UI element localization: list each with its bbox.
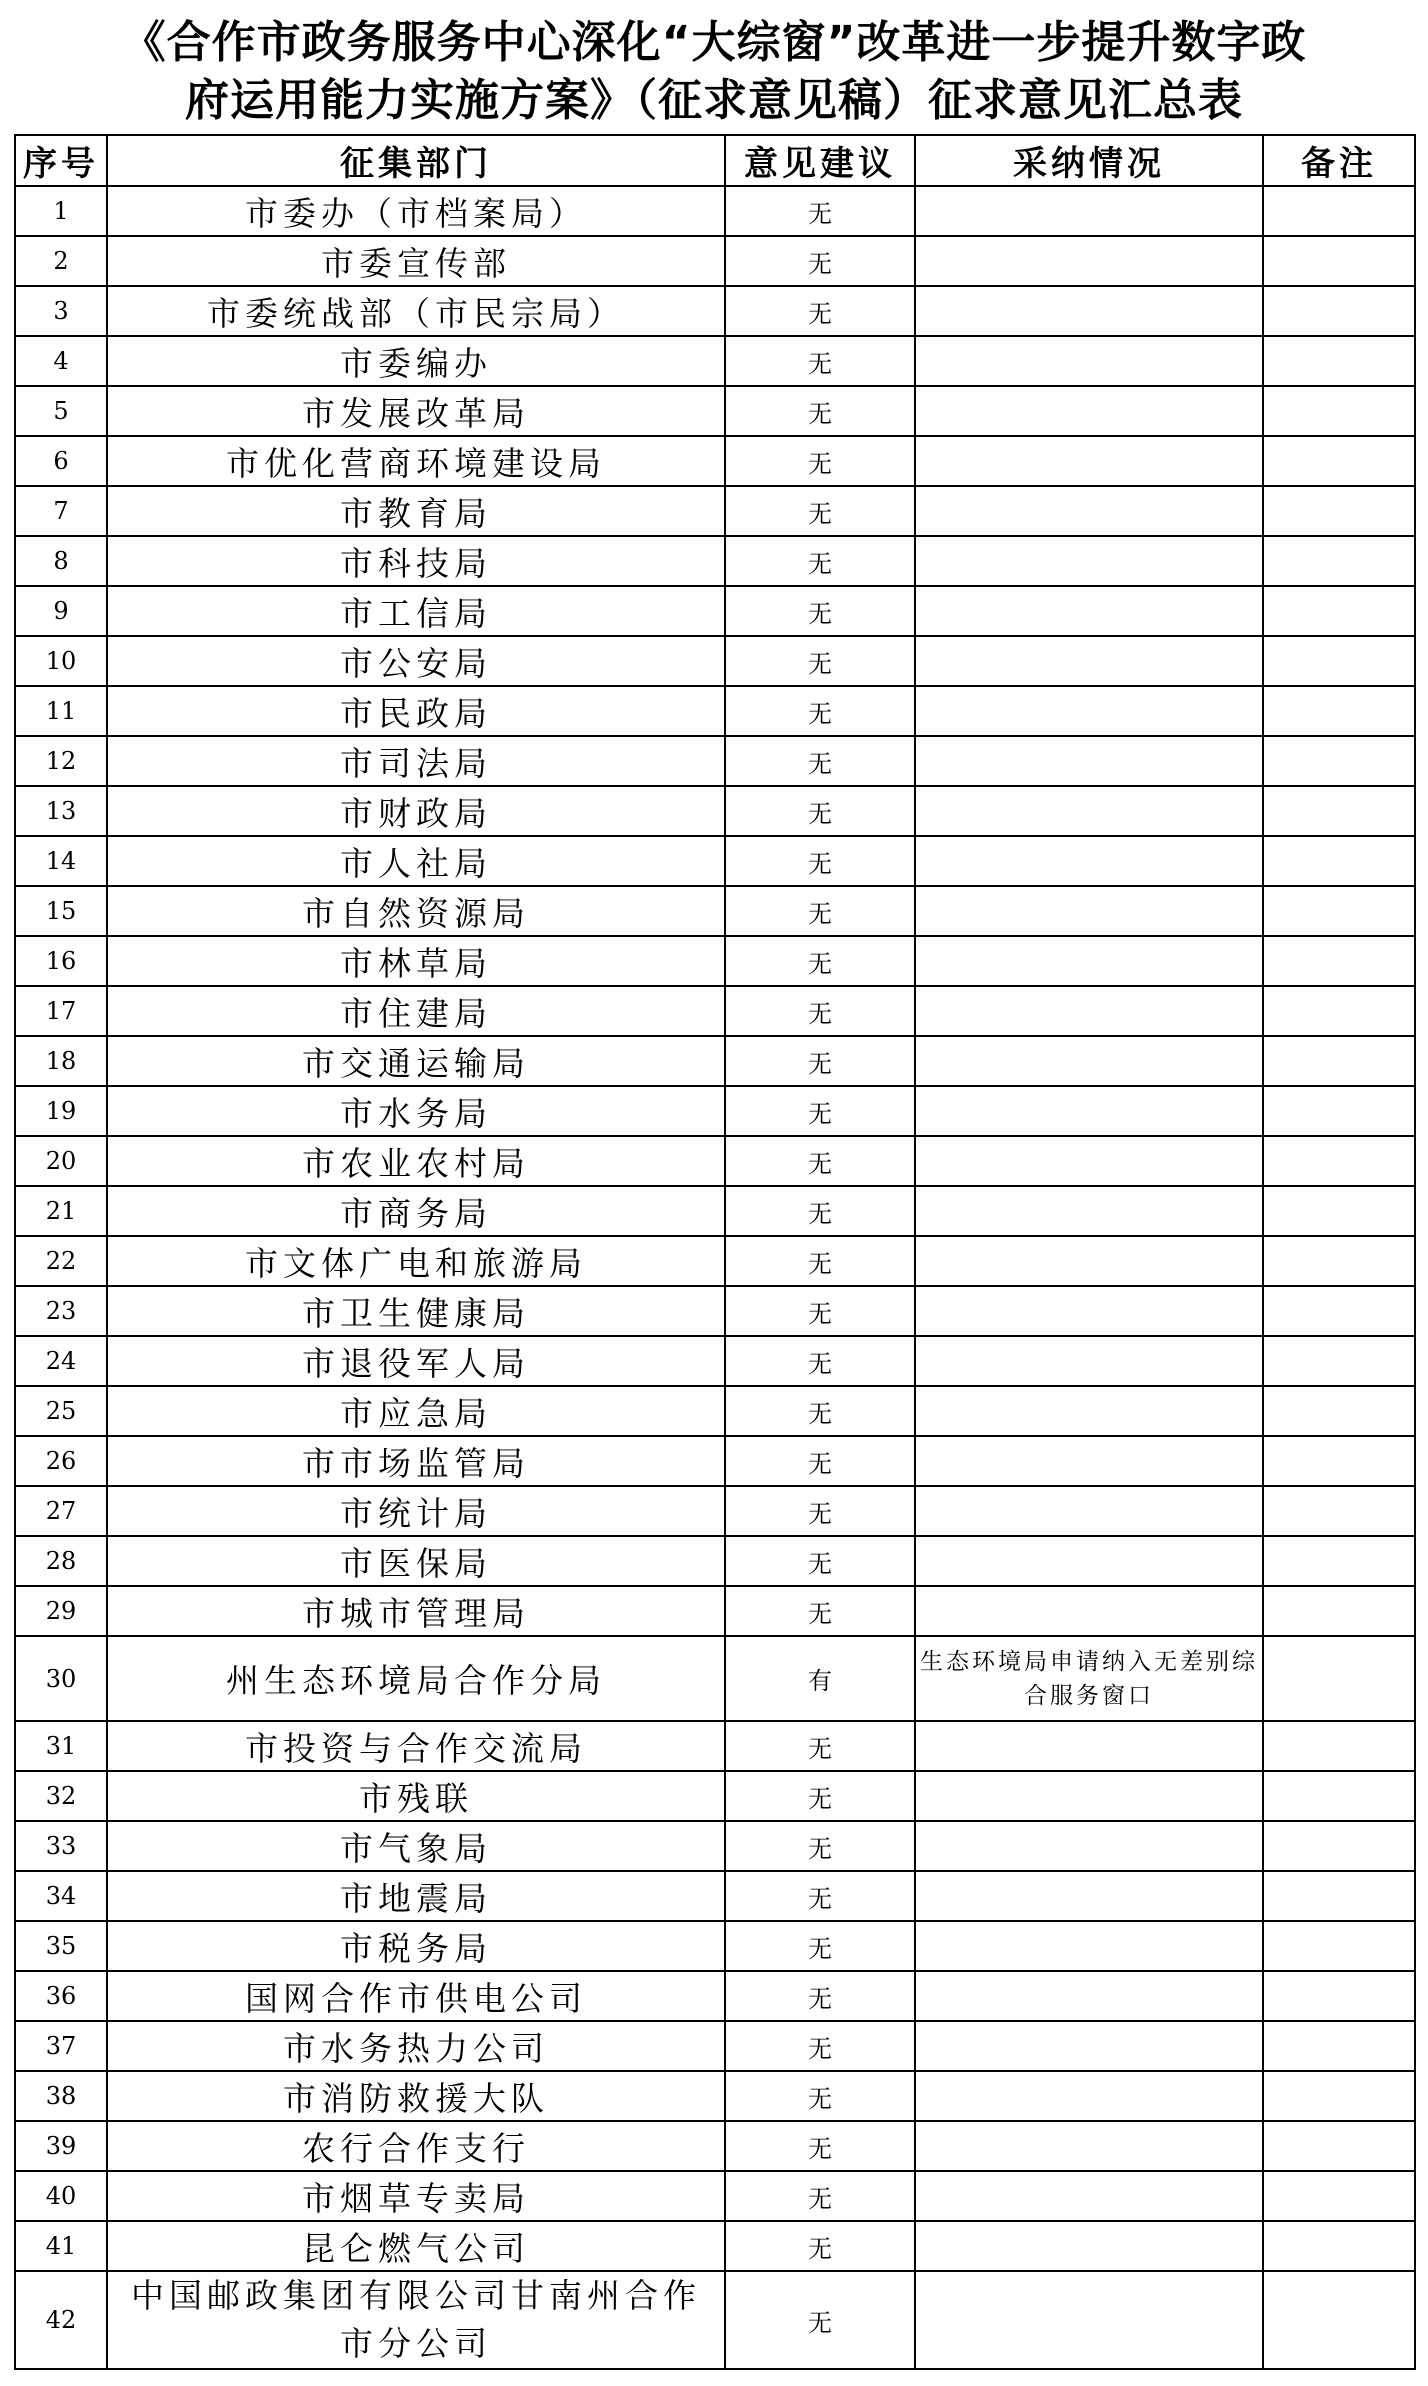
table-row — [15, 186, 1415, 236]
title-line-1: 《合作市政务服务中心深化“大综窗”改革进一步提升数字政 — [121, 17, 1307, 68]
row-serial-number: 32 — [15, 1771, 107, 1821]
row-remarks — [1263, 986, 1415, 1036]
row-opinion: 无 — [725, 386, 915, 436]
row-department: 市医保局 — [107, 1536, 725, 1586]
row-adoption — [915, 436, 1263, 486]
row-remarks — [1263, 2221, 1415, 2271]
row-remarks — [1263, 1186, 1415, 1236]
row-remarks — [1263, 536, 1415, 586]
row-serial-number: 35 — [15, 1921, 107, 1971]
row-opinion: 无 — [725, 1086, 915, 1136]
row-serial-number: 36 — [15, 1971, 107, 2021]
row-remarks — [1263, 1721, 1415, 1771]
row-serial-number: 37 — [15, 2021, 107, 2071]
header-department: 征集部门 — [107, 135, 725, 186]
row-adoption — [915, 936, 1263, 986]
table-row — [15, 1921, 1415, 1971]
row-department: 市交通运输局 — [107, 1036, 725, 1086]
row-serial-number: 5 — [15, 386, 107, 436]
row-adoption: 生态环境局申请纳入无差别综合服务窗口 — [915, 1636, 1263, 1721]
row-department: 市工信局 — [107, 586, 725, 636]
row-remarks — [1263, 1871, 1415, 1921]
row-department: 市卫生健康局 — [107, 1286, 725, 1336]
table-row — [15, 886, 1415, 936]
row-opinion: 无 — [725, 886, 915, 936]
row-department: 市统计局 — [107, 1486, 725, 1536]
row-serial-number: 20 — [15, 1136, 107, 1186]
row-department: 市税务局 — [107, 1921, 725, 1971]
row-opinion: 无 — [725, 1386, 915, 1436]
document-title — [14, 14, 1414, 130]
row-serial-number: 10 — [15, 636, 107, 686]
table-row — [15, 1036, 1415, 1086]
row-serial-number: 14 — [15, 836, 107, 886]
table-row — [15, 1286, 1415, 1336]
row-remarks — [1263, 686, 1415, 736]
row-remarks — [1263, 636, 1415, 686]
row-adoption — [915, 2271, 1263, 2369]
row-opinion: 无 — [725, 1136, 915, 1186]
row-opinion: 无 — [725, 1771, 915, 1821]
table-row — [15, 336, 1415, 386]
row-adoption — [915, 2121, 1263, 2171]
row-department: 市退役军人局 — [107, 1336, 725, 1386]
row-serial-number: 23 — [15, 1286, 107, 1336]
table-row — [15, 1186, 1415, 1236]
row-remarks — [1263, 1586, 1415, 1636]
table-row — [15, 2171, 1415, 2221]
row-opinion: 无 — [725, 2221, 915, 2271]
row-adoption — [915, 886, 1263, 936]
row-adoption — [915, 2021, 1263, 2071]
row-adoption — [915, 236, 1263, 286]
row-serial-number: 12 — [15, 736, 107, 786]
row-opinion: 有 — [725, 1636, 915, 1721]
row-serial-number: 1 — [15, 186, 107, 236]
row-remarks — [1263, 936, 1415, 986]
table-row — [15, 1771, 1415, 1821]
row-department: 市地震局 — [107, 1871, 725, 1921]
row-remarks — [1263, 1486, 1415, 1536]
row-serial-number: 38 — [15, 2071, 107, 2121]
row-remarks — [1263, 1971, 1415, 2021]
row-adoption — [915, 1871, 1263, 1921]
row-serial-number: 8 — [15, 536, 107, 586]
row-remarks — [1263, 1136, 1415, 1186]
row-department: 市财政局 — [107, 786, 725, 836]
row-adoption — [915, 1086, 1263, 1136]
row-serial-number: 7 — [15, 486, 107, 536]
table-row — [15, 1386, 1415, 1436]
row-department: 市残联 — [107, 1771, 725, 1821]
row-remarks — [1263, 1536, 1415, 1586]
table-row — [15, 536, 1415, 586]
row-opinion: 无 — [725, 336, 915, 386]
row-department: 中国邮政集团有限公司甘南州合作市分公司 — [107, 2271, 725, 2369]
row-serial-number: 13 — [15, 786, 107, 836]
row-serial-number: 24 — [15, 1336, 107, 1386]
row-opinion: 无 — [725, 2271, 915, 2369]
row-department: 农行合作支行 — [107, 2121, 725, 2171]
row-opinion: 无 — [725, 186, 915, 236]
row-adoption — [915, 2171, 1263, 2221]
row-adoption — [915, 2221, 1263, 2271]
row-remarks — [1263, 1286, 1415, 1336]
row-serial-number: 34 — [15, 1871, 107, 1921]
row-department: 市住建局 — [107, 986, 725, 1036]
row-adoption — [915, 1236, 1263, 1286]
row-serial-number: 19 — [15, 1086, 107, 1136]
row-opinion: 无 — [725, 786, 915, 836]
row-department: 市民政局 — [107, 686, 725, 736]
row-opinion: 无 — [725, 736, 915, 786]
row-opinion: 无 — [725, 1236, 915, 1286]
row-serial-number: 27 — [15, 1486, 107, 1536]
row-adoption — [915, 286, 1263, 336]
row-adoption — [915, 636, 1263, 686]
row-department: 市农业农村局 — [107, 1136, 725, 1186]
row-adoption — [915, 386, 1263, 436]
row-serial-number: 9 — [15, 586, 107, 636]
table-row — [15, 1486, 1415, 1536]
row-opinion: 无 — [725, 636, 915, 686]
row-serial-number: 15 — [15, 886, 107, 936]
table-row — [15, 786, 1415, 836]
row-department: 市水务热力公司 — [107, 2021, 725, 2071]
row-remarks — [1263, 286, 1415, 336]
row-opinion: 无 — [725, 586, 915, 636]
row-remarks — [1263, 386, 1415, 436]
row-adoption — [915, 1486, 1263, 1536]
row-adoption — [915, 1286, 1263, 1336]
table-row — [15, 736, 1415, 786]
table-row — [15, 1236, 1415, 1286]
row-remarks — [1263, 1921, 1415, 1971]
row-opinion: 无 — [725, 1821, 915, 1871]
table-body — [15, 186, 1415, 2369]
row-opinion: 无 — [725, 236, 915, 286]
row-department: 市市场监管局 — [107, 1436, 725, 1486]
table-row — [15, 1821, 1415, 1871]
row-department: 国网合作市供电公司 — [107, 1971, 725, 2021]
row-adoption — [915, 1186, 1263, 1236]
header-remarks: 备注 — [1263, 135, 1415, 186]
table-row — [15, 2021, 1415, 2071]
row-department: 市水务局 — [107, 1086, 725, 1136]
row-opinion: 无 — [725, 686, 915, 736]
opinion-summary-table — [14, 134, 1416, 2370]
row-serial-number: 2 — [15, 236, 107, 286]
row-department: 市优化营商环境建设局 — [107, 436, 725, 486]
row-opinion: 无 — [725, 1971, 915, 2021]
row-remarks — [1263, 1336, 1415, 1386]
row-adoption — [915, 1136, 1263, 1186]
row-adoption — [915, 786, 1263, 836]
row-adoption — [915, 1721, 1263, 1771]
row-adoption — [915, 586, 1263, 636]
table-row — [15, 436, 1415, 486]
row-adoption — [915, 336, 1263, 386]
row-serial-number: 29 — [15, 1586, 107, 1636]
row-remarks — [1263, 836, 1415, 886]
table-row — [15, 286, 1415, 336]
row-opinion: 无 — [725, 2171, 915, 2221]
table-row — [15, 2271, 1415, 2369]
row-opinion: 无 — [725, 1486, 915, 1536]
row-remarks — [1263, 886, 1415, 936]
row-adoption — [915, 836, 1263, 886]
row-department: 市消防救援大队 — [107, 2071, 725, 2121]
table-row — [15, 1971, 1415, 2021]
row-department: 市城市管理局 — [107, 1586, 725, 1636]
row-department: 市委编办 — [107, 336, 725, 386]
row-opinion: 无 — [725, 986, 915, 1036]
row-serial-number: 40 — [15, 2171, 107, 2221]
row-serial-number: 41 — [15, 2221, 107, 2271]
table-row — [15, 236, 1415, 286]
table-header-row — [15, 135, 1415, 186]
row-adoption — [915, 1821, 1263, 1871]
row-serial-number: 39 — [15, 2121, 107, 2171]
row-department: 市投资与合作交流局 — [107, 1721, 725, 1771]
header-serial-number: 序号 — [15, 135, 107, 186]
table-row — [15, 1536, 1415, 1586]
row-department: 市科技局 — [107, 536, 725, 586]
table-row — [15, 1871, 1415, 1921]
row-remarks — [1263, 1036, 1415, 1086]
table-row — [15, 836, 1415, 886]
row-department: 市林草局 — [107, 936, 725, 986]
table-row — [15, 636, 1415, 686]
row-department: 市教育局 — [107, 486, 725, 536]
row-serial-number: 22 — [15, 1236, 107, 1286]
table-row — [15, 586, 1415, 636]
row-opinion: 无 — [725, 936, 915, 986]
row-adoption — [915, 686, 1263, 736]
row-adoption — [915, 1336, 1263, 1386]
row-department: 市气象局 — [107, 1821, 725, 1871]
row-remarks — [1263, 236, 1415, 286]
table-row — [15, 1636, 1415, 1721]
table-row — [15, 686, 1415, 736]
row-serial-number: 21 — [15, 1186, 107, 1236]
row-opinion: 无 — [725, 1286, 915, 1336]
row-serial-number: 18 — [15, 1036, 107, 1086]
row-adoption — [915, 1536, 1263, 1586]
row-remarks — [1263, 1386, 1415, 1436]
row-department: 市委统战部（市民宗局） — [107, 286, 725, 336]
row-adoption — [915, 1971, 1263, 2021]
row-department: 市应急局 — [107, 1386, 725, 1436]
row-department: 市公安局 — [107, 636, 725, 686]
row-opinion: 无 — [725, 1336, 915, 1386]
row-remarks — [1263, 1821, 1415, 1871]
row-opinion: 无 — [725, 286, 915, 336]
row-opinion: 无 — [725, 1536, 915, 1586]
row-opinion: 无 — [725, 1721, 915, 1771]
row-adoption — [915, 1586, 1263, 1636]
row-remarks — [1263, 2271, 1415, 2369]
row-department: 市委宣传部 — [107, 236, 725, 286]
row-opinion: 无 — [725, 1871, 915, 1921]
row-serial-number: 33 — [15, 1821, 107, 1871]
row-serial-number: 17 — [15, 986, 107, 1036]
row-remarks — [1263, 586, 1415, 636]
row-serial-number: 31 — [15, 1721, 107, 1771]
row-remarks — [1263, 186, 1415, 236]
row-opinion: 无 — [725, 1036, 915, 1086]
table-row — [15, 2071, 1415, 2121]
row-serial-number: 30 — [15, 1636, 107, 1721]
row-remarks — [1263, 2121, 1415, 2171]
row-opinion: 无 — [725, 486, 915, 536]
table-row — [15, 486, 1415, 536]
row-serial-number: 11 — [15, 686, 107, 736]
row-adoption — [915, 1921, 1263, 1971]
row-department: 市委办（市档案局） — [107, 186, 725, 236]
row-opinion: 无 — [725, 436, 915, 486]
row-remarks — [1263, 486, 1415, 536]
row-serial-number: 16 — [15, 936, 107, 986]
row-opinion: 无 — [725, 1586, 915, 1636]
row-adoption — [915, 1771, 1263, 1821]
row-department: 市烟草专卖局 — [107, 2171, 725, 2221]
table-row — [15, 936, 1415, 986]
table-row — [15, 986, 1415, 1036]
table-row — [15, 1336, 1415, 1386]
row-adoption — [915, 736, 1263, 786]
row-remarks — [1263, 2021, 1415, 2071]
row-adoption — [915, 1036, 1263, 1086]
table-row — [15, 1136, 1415, 1186]
row-department: 市文体广电和旅游局 — [107, 1236, 725, 1286]
row-opinion: 无 — [725, 2121, 915, 2171]
table-row — [15, 1586, 1415, 1636]
row-adoption — [915, 486, 1263, 536]
header-adoption: 采纳情况 — [915, 135, 1263, 186]
row-department: 昆仑燃气公司 — [107, 2221, 725, 2271]
row-remarks — [1263, 736, 1415, 786]
table-row — [15, 1721, 1415, 1771]
row-opinion: 无 — [725, 1186, 915, 1236]
table-row — [15, 386, 1415, 436]
row-remarks — [1263, 1636, 1415, 1721]
row-remarks — [1263, 2171, 1415, 2221]
row-adoption — [915, 2071, 1263, 2121]
table-row — [15, 1436, 1415, 1486]
row-remarks — [1263, 2071, 1415, 2121]
row-serial-number: 25 — [15, 1386, 107, 1436]
row-opinion: 无 — [725, 2071, 915, 2121]
header-opinion: 意见建议 — [725, 135, 915, 186]
row-adoption — [915, 1436, 1263, 1486]
row-department: 市发展改革局 — [107, 386, 725, 436]
row-remarks — [1263, 1436, 1415, 1486]
row-adoption — [915, 186, 1263, 236]
row-remarks — [1263, 1236, 1415, 1286]
row-opinion: 无 — [725, 536, 915, 586]
row-remarks — [1263, 1086, 1415, 1136]
row-remarks — [1263, 336, 1415, 386]
row-opinion: 无 — [725, 1921, 915, 1971]
row-adoption — [915, 536, 1263, 586]
row-serial-number: 6 — [15, 436, 107, 486]
row-serial-number: 26 — [15, 1436, 107, 1486]
table-row — [15, 2221, 1415, 2271]
row-opinion: 无 — [725, 2021, 915, 2071]
row-remarks — [1263, 786, 1415, 836]
row-serial-number: 3 — [15, 286, 107, 336]
row-department: 州生态环境局合作分局 — [107, 1636, 725, 1721]
row-department: 市司法局 — [107, 736, 725, 786]
title-line-2: 府运用能力实施方案》（征求意见稿）征求意见汇总表 — [185, 75, 1243, 126]
row-adoption — [915, 1386, 1263, 1436]
row-serial-number: 4 — [15, 336, 107, 386]
row-serial-number: 28 — [15, 1536, 107, 1586]
row-adoption — [915, 986, 1263, 1036]
row-remarks — [1263, 1771, 1415, 1821]
row-opinion: 无 — [725, 1436, 915, 1486]
row-department: 市人社局 — [107, 836, 725, 886]
row-opinion: 无 — [725, 836, 915, 886]
row-department: 市自然资源局 — [107, 886, 725, 936]
row-remarks — [1263, 436, 1415, 486]
row-department: 市商务局 — [107, 1186, 725, 1236]
table-row — [15, 1086, 1415, 1136]
row-serial-number: 42 — [15, 2271, 107, 2369]
table-row — [15, 2121, 1415, 2171]
